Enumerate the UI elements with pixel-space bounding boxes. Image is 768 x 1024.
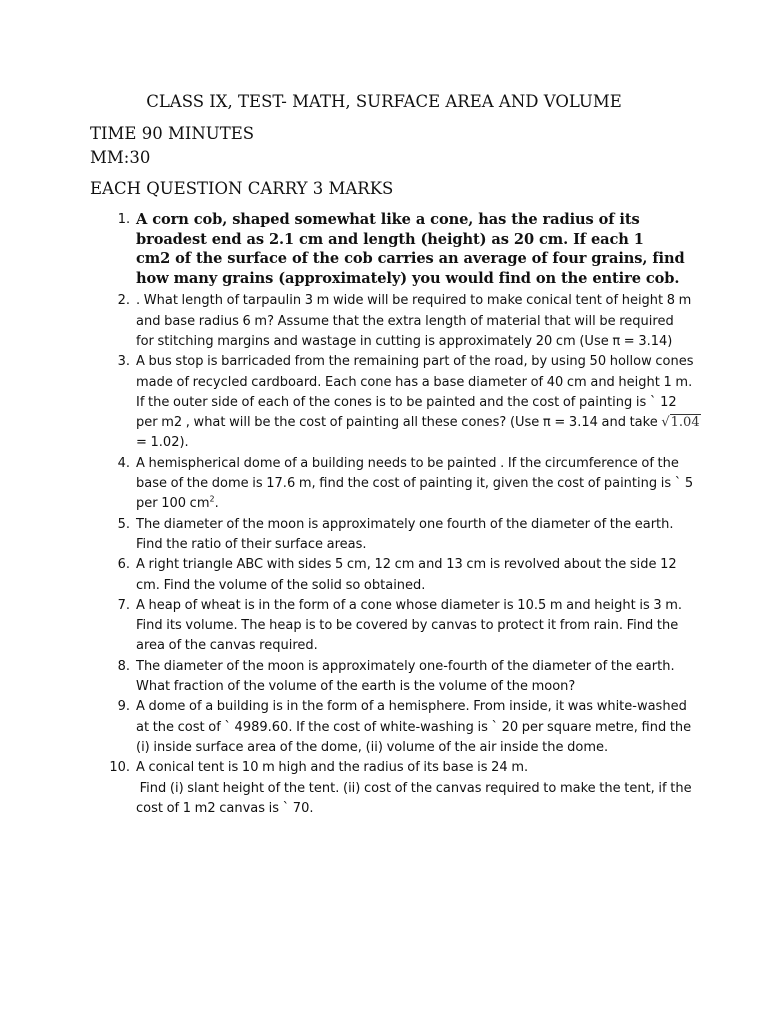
- question-5: [108, 515, 688, 556]
- question-number: 5.: [117, 516, 130, 532]
- superscript-exponent: 2: [209, 495, 215, 505]
- question-10: [108, 758, 692, 819]
- question-text-line: What fraction of the volume of the earth is the volume of the moon?: [136, 679, 576, 695]
- question-text-line: made of recycled cardboard. Each cone has a base diameter of 40 cm and height 1 m.: [136, 374, 693, 390]
- page-title: CLASS IX, TEST- MATH, SURFACE AREA AND VOLUME: [146, 92, 622, 111]
- question-text-line: A dome of a building is in the form of a hemisphere. From inside, it was white-washed: [136, 699, 687, 715]
- question-text-line: = 1.02).: [136, 435, 189, 451]
- question-list: [108, 210, 700, 819]
- square-root-expression: √1.04: [661, 415, 700, 431]
- question-text-line: A hemispherical dome of a building needs to be painted . If the circumference of the: [136, 455, 679, 471]
- question-text-line: and base radius 6 m? Assume that the extra length of material that will be required: [136, 313, 674, 329]
- question-number: 2.: [117, 293, 130, 309]
- question-text-line: cm. Find the volume of the solid so obtained.: [136, 577, 426, 593]
- question-7: [108, 596, 688, 657]
- question-text-line: broadest end as 2.1 cm and length (height) as 20 cm. If each 1: [136, 230, 644, 248]
- question-text-line: Find the ratio of their surface areas.: [136, 536, 367, 552]
- question-number: 7.: [117, 597, 130, 613]
- question-text-line: The diameter of the moon is approximately one-fourth of the diameter of the earth.: [136, 658, 675, 674]
- time-duration: TIME 90 MINUTES: [90, 124, 255, 143]
- question-3: [108, 352, 700, 453]
- question-text-line: (i) inside surface area of the dome, (ii) volume of the air inside the dome.: [136, 739, 609, 755]
- question-text-line: The diameter of the moon is approximately one fourth of the diameter of the earth.: [136, 516, 674, 532]
- question-text-line: for stitching margins and wastage in cutting is approximately 20 cm (Use π = 3.14): [136, 333, 673, 349]
- question-6: [108, 555, 688, 596]
- question-number: 9.: [117, 699, 130, 715]
- question-text-line-with-superscript: [136, 494, 688, 514]
- question-text-line: A conical tent is 10 m high and the radius of its base is 24 m.: [136, 760, 529, 776]
- question-number: 8.: [117, 658, 130, 674]
- question-text-line: A heap of wheat is in the form of a cone whose diameter is 10.5 m and height is 3 m.: [136, 597, 683, 613]
- question-number: 1.: [117, 212, 130, 227]
- question-number: 6.: [117, 557, 130, 573]
- question-text-line: area of the canvas required.: [136, 638, 318, 654]
- question-2: [108, 291, 692, 352]
- question-text-tail: .: [214, 496, 219, 512]
- question-text-line: A right triangle ABC with sides 5 cm, 12 cm and 13 cm is revolved about the side 12: [136, 557, 677, 573]
- question-number: 10.: [109, 760, 130, 776]
- question-9: [108, 697, 692, 758]
- question-text-line: Find its volume. The heap is to be covered by canvas to protect it from rain. Find the: [136, 618, 679, 634]
- question-text-line: If the outer side of each of the cones is to be painted and the cost of painting is ` 12: [136, 394, 677, 410]
- question-1: [108, 210, 688, 288]
- question-text-line: cm2 of the surface of the cob carries an average of four grains, find: [136, 250, 685, 268]
- question-text-line: A corn cob, shaped somewhat like a cone, has the radius of its: [136, 211, 640, 228]
- question-number: 4.: [117, 455, 130, 471]
- question-text: per 100 cm: [136, 496, 210, 512]
- question-text-line: base of the dome is 17.6 m, find the cost of painting it, given the cost of painting is ` 5: [136, 476, 694, 492]
- question-text-line: . What length of tarpaulin 3 m wide will be required to make conical tent of height 8 m: [136, 293, 692, 309]
- question-text-line: cost of 1 m2 canvas is ` 70.: [136, 800, 314, 816]
- marks-instruction: EACH QUESTION CARRY 3 MARKS: [90, 179, 394, 198]
- question-text-line: A bus stop is barricaded from the remaining part of the road, by using 50 hollow cones: [136, 354, 694, 370]
- question-text-line: at the cost of ` 4989.60. If the cost of white-washing is ` 20 per square metre, find the: [136, 719, 692, 735]
- question-8: [108, 657, 688, 698]
- question-4: [108, 454, 694, 515]
- question-text-line: Find (i) slant height of the tent. (ii) cost of the canvas required to make the tent, if the: [136, 780, 692, 796]
- question-text-line-with-sqrt: [136, 413, 700, 433]
- question-text-line: how many grains (approximately) you would find on the entire cob.: [136, 269, 680, 287]
- maximum-marks: MM:30: [90, 148, 151, 167]
- question-number: 3.: [117, 354, 130, 370]
- square-root-value: 1.04: [670, 415, 700, 431]
- question-text: per m2 , what will be the cost of painting all these cones? (Use π = 3.14 and take: [136, 415, 658, 431]
